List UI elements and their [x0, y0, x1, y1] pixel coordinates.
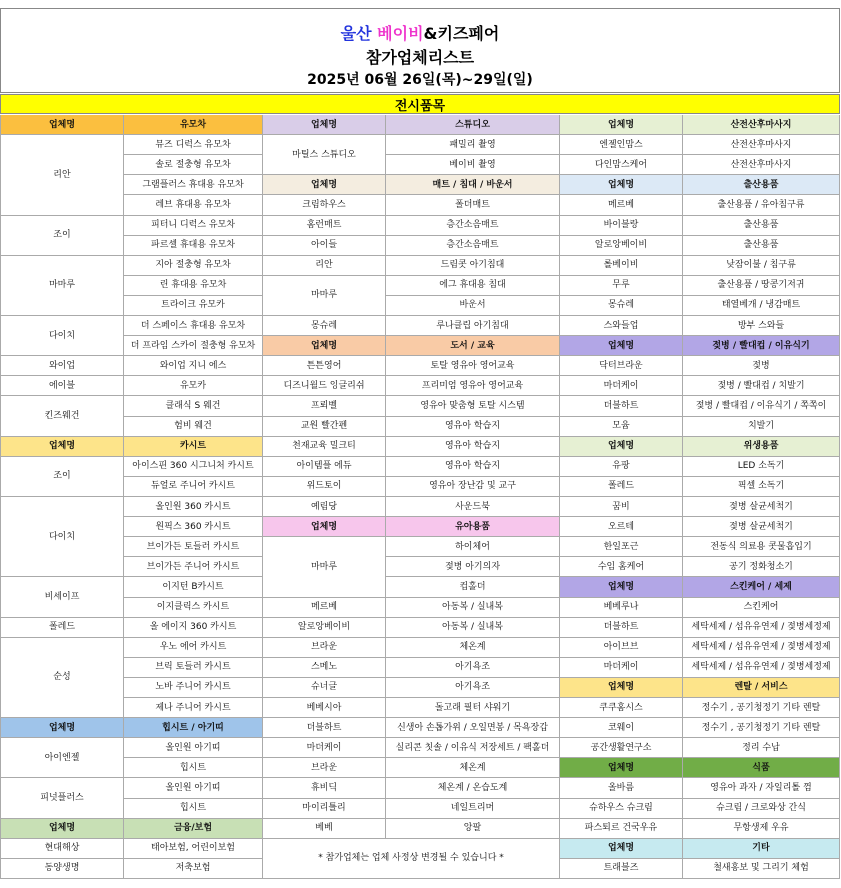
table-cell: 휴비딕	[263, 778, 386, 798]
table-cell: 태열베개 / 냉감매트	[683, 296, 840, 316]
table-cell: 원픽스 360 카시트	[124, 517, 263, 537]
category-header-cell: 업체명	[560, 839, 683, 859]
table-cell: 스메노	[263, 658, 386, 678]
exhibitor-table	[0, 115, 840, 879]
table-cell: 돌고래 필터 샤워기	[386, 698, 560, 718]
table-cell: 바이블랑	[560, 216, 683, 236]
table-cell: 코웨이	[560, 718, 683, 738]
table-cell: 영유아 맞춤형 토탈 시스템	[386, 396, 560, 416]
table-cell: 유모카	[124, 376, 263, 396]
table-cell: 쿠쿠홈시스	[560, 698, 683, 718]
table-cell: 피넛플러스	[0, 778, 124, 818]
table-cell: 동양생명	[0, 859, 124, 879]
table-cell: 층간소음매트	[386, 216, 560, 236]
exhibit-banner: 전시품목	[0, 94, 840, 114]
table-cell: * 참가업체는 업체 사정상 변경될 수 있습니다 *	[263, 839, 560, 879]
table-cell: 공간생활연구소	[560, 738, 683, 758]
table-cell: 올인원 360 카시트	[124, 497, 263, 517]
table-cell: 층간소음매트	[386, 236, 560, 256]
table-cell: 베베	[263, 819, 386, 839]
table-cell: 아이템플 에듀	[263, 457, 386, 477]
table-cell: 슈너글	[263, 678, 386, 698]
table-cell: 체온계	[386, 638, 560, 658]
table-cell: 힙시트	[124, 758, 263, 778]
category-header-cell: 업체명	[560, 115, 683, 135]
table-cell: 아이들	[263, 236, 386, 256]
table-cell: 영유아 학습지	[386, 457, 560, 477]
table-cell: 더블하트	[560, 396, 683, 416]
table-cell: 정리 수납	[683, 738, 840, 758]
table-cell: 수임 홈케어	[560, 557, 683, 577]
table-cell: 젖병 살균세척기	[683, 497, 840, 517]
category-header-cell: 카시트	[124, 437, 263, 457]
table-cell: 사운드북	[386, 497, 560, 517]
table-cell: 노바 주니어 카시트	[124, 678, 263, 698]
table-cell: 엔젤인맘스	[560, 135, 683, 155]
table-cell: 한일포근	[560, 537, 683, 557]
category-header-cell: 업체명	[560, 577, 683, 597]
table-cell: 더 스페이스 휴대용 유모차	[124, 316, 263, 336]
table-cell: 브이가든 토들러 카시트	[124, 537, 263, 557]
table-cell: 피터니 디럭스 유모차	[124, 216, 263, 236]
table-cell: 솔로 절충형 유모차	[124, 155, 263, 175]
category-header-cell: 힙시트 / 아기띠	[124, 718, 263, 738]
table-cell: 영유아 장난감 및 교구	[386, 477, 560, 497]
category-header-cell: 렌탈 / 서비스	[683, 678, 840, 698]
table-cell: 네일트리머	[386, 799, 560, 819]
table-cell: 컵홀더	[386, 577, 560, 597]
table-cell: 와이업	[0, 356, 124, 376]
category-header-cell: 업체명	[560, 336, 683, 356]
table-cell: 리안	[263, 256, 386, 276]
table-cell: 무항생제 우유	[683, 819, 840, 839]
category-header-cell: 기타	[683, 839, 840, 859]
table-cell: 올인원 아기띠	[124, 778, 263, 798]
table-cell: 출산용품 / 유아침구류	[683, 195, 840, 215]
table-cell: 아이스핀 360 시그니처 카시트	[124, 457, 263, 477]
table-cell: 마마루	[263, 276, 386, 316]
table-cell: 예림당	[263, 497, 386, 517]
table-cell: 폴레드	[0, 618, 124, 638]
table-cell: 우노 에어 카시트	[124, 638, 263, 658]
category-header-cell: 식품	[683, 758, 840, 778]
table-cell: 산전산후마사지	[683, 155, 840, 175]
table-cell: 위드토이	[263, 477, 386, 497]
table-cell: 태아보험, 어린이보험	[124, 839, 263, 859]
table-cell: 알로앙베이비	[560, 236, 683, 256]
category-header-cell: 업체명	[560, 758, 683, 778]
table-cell: 모윰	[560, 417, 683, 437]
table-cell: 듀얼로 주니어 카시트	[124, 477, 263, 497]
category-header-cell: 스튜디오	[386, 115, 560, 135]
table-cell: 클래식 S 웨건	[124, 396, 263, 416]
table-cell: 뮤즈 디럭스 유모차	[124, 135, 263, 155]
table-cell: 출산용품 / 땅콩기저귀	[683, 276, 840, 296]
table-cell: 영유아 과자 / 자일리톨 껌	[683, 778, 840, 798]
table-cell: 이지턴 B카시트	[124, 577, 263, 597]
category-header-cell: 유모차	[124, 115, 263, 135]
table-cell: 앙팔	[386, 819, 560, 839]
table-cell: 베베루나	[560, 598, 683, 618]
table-cell: 아동복 / 실내복	[386, 598, 560, 618]
table-cell: 몽슈레	[560, 296, 683, 316]
table-cell: 지아 절충형 유모차	[124, 256, 263, 276]
table-cell: 리안	[0, 135, 124, 215]
table-cell: 메르베	[263, 598, 386, 618]
fair-title	[1, 21, 839, 44]
table-cell: 픽셀 소독기	[683, 477, 840, 497]
table-cell: 젖병 / 빨대컵 / 이유식기 / 쪽쪽이	[683, 396, 840, 416]
fair-date: 2025년 06월 26일(목)~29일(일)	[307, 72, 533, 88]
table-cell: 다인맘스케어	[560, 155, 683, 175]
table-cell: 더블하트	[263, 718, 386, 738]
category-header-cell: 위생용품	[683, 437, 840, 457]
table-cell: 전동식 의료용 콧물흡입기	[683, 537, 840, 557]
table-cell: 브라운	[263, 758, 386, 778]
table-cell: 트라이크 유모카	[124, 296, 263, 316]
table-cell: 프뢰벨	[263, 396, 386, 416]
table-cell: 마틸스 스튜디오	[263, 135, 386, 175]
table-cell: 낮잠이불 / 침구류	[683, 256, 840, 276]
table-cell: 더 프라임 스카이 절충형 유모차	[124, 336, 263, 356]
table-cell: 세탁세제 / 섬유유연제 / 젖병세정제	[683, 658, 840, 678]
table-cell: 폴더매트	[386, 195, 560, 215]
table-cell: 에그 휴대용 침대	[386, 276, 560, 296]
table-cell: 출산용품	[683, 216, 840, 236]
table-cell: 브릭 토들러 카시트	[124, 658, 263, 678]
table-cell: 무루	[560, 276, 683, 296]
table-cell: 올인원 아기띠	[124, 738, 263, 758]
table-cell: 아기욕조	[386, 658, 560, 678]
table-cell: 린 휴대용 유모차	[124, 276, 263, 296]
table-cell: 영유아 학습지	[386, 437, 560, 457]
table-cell: 와이업 지니 에스	[124, 356, 263, 376]
table-cell: 험비 웨건	[124, 417, 263, 437]
table-cell: 브이가든 주니어 카시트	[124, 557, 263, 577]
table-cell: 체온계 / 온습도계	[386, 778, 560, 798]
list-subtitle: 참가업체리스트	[365, 48, 475, 67]
table-cell: 공기 정화청소기	[683, 557, 840, 577]
table-cell: 디즈니월드 잉글리쉬	[263, 376, 386, 396]
table-cell: 베이비 촬영	[386, 155, 560, 175]
table-cell: 오르테	[560, 517, 683, 537]
table-cell: 마더케이	[560, 376, 683, 396]
table-cell: 메르베	[560, 195, 683, 215]
table-cell: 베베시아	[263, 698, 386, 718]
table-cell: 드림콧 아기침대	[386, 256, 560, 276]
category-header-cell: 업체명	[560, 678, 683, 698]
table-cell: 루나클립 아기침대	[386, 316, 560, 336]
table-cell: 파르셀 휴대용 유모차	[124, 236, 263, 256]
table-cell: 저축보험	[124, 859, 263, 879]
table-cell: 올바름	[560, 778, 683, 798]
table-cell: 치발기	[683, 417, 840, 437]
table-cell: 더블하트	[560, 618, 683, 638]
table-cell: 마더케이	[263, 738, 386, 758]
table-cell: 킨즈웨건	[0, 396, 124, 436]
table-cell: 바운서	[386, 296, 560, 316]
table-cell: 조이	[0, 216, 124, 256]
category-header-cell: 산전산후마사지	[683, 115, 840, 135]
title-rest: &키즈페어	[423, 24, 500, 43]
table-cell: 체온계	[386, 758, 560, 778]
table-cell: 그램플러스 휴대용 유모차	[124, 175, 263, 195]
category-header-cell: 업체명	[0, 718, 124, 738]
table-cell: 제나 주니어 카시트	[124, 698, 263, 718]
table-cell: 튼튼영어	[263, 356, 386, 376]
table-cell: 정수기 , 공기청정기 기타 렌탈	[683, 698, 840, 718]
table-cell: 다이치	[0, 316, 124, 356]
table-cell: 신생아 손톱가위 / 오일면봉 / 목욕장갑	[386, 718, 560, 738]
table-cell: 올 에이지 360 카시트	[124, 618, 263, 638]
table-cell: 천재교육 밀크티	[263, 437, 386, 457]
table-cell: 조이	[0, 457, 124, 497]
table-cell: 파스퇴르 건국우유	[560, 819, 683, 839]
table-cell: 아이엔젤	[0, 738, 124, 778]
table-cell: LED 소독기	[683, 457, 840, 477]
category-header-cell: 업체명	[263, 336, 386, 356]
table-cell: 아동복 / 실내복	[386, 618, 560, 638]
table-cell: 세탁세제 / 섬유유연제 / 젖병세정제	[683, 638, 840, 658]
table-cell: 아이브브	[560, 638, 683, 658]
category-header-cell: 업체명	[263, 175, 386, 195]
table-cell: 세탁세제 / 섬유유연제 / 젖병세정제	[683, 618, 840, 638]
title-region: 울산	[340, 24, 372, 43]
table-cell: 패밀리 촬영	[386, 135, 560, 155]
table-cell: 산전산후마사지	[683, 135, 840, 155]
table-cell: 슈크림 / 크로와상 간식	[683, 799, 840, 819]
table-cell: 스킨케어	[683, 598, 840, 618]
category-header-cell: 업체명	[0, 437, 124, 457]
category-header-cell: 업체명	[0, 115, 124, 135]
table-cell: 힙시트	[124, 799, 263, 819]
table-cell: 출산용품	[683, 236, 840, 256]
table-cell: 프리미엄 영유아 영어교육	[386, 376, 560, 396]
category-header-cell: 젖병 / 빨대컵 / 이유식기	[683, 336, 840, 356]
table-cell: 현대해상	[0, 839, 124, 859]
table-cell: 롤베이비	[560, 256, 683, 276]
category-header-cell: 업체명	[263, 115, 386, 135]
category-header-cell: 도서 / 교육	[386, 336, 560, 356]
table-cell: 젖병	[683, 356, 840, 376]
table-cell: 마이리틀리	[263, 799, 386, 819]
table-cell: 마더케이	[560, 658, 683, 678]
table-cell: 비세이프	[0, 577, 124, 617]
table-cell: 실리콘 칫솔 / 이유식 저장세트 / 팩홀더	[386, 738, 560, 758]
table-cell: 철새홍보 및 그리기 체험	[683, 859, 840, 879]
table-cell: 교원 빨간펜	[263, 417, 386, 437]
table-cell: 닥터브라운	[560, 356, 683, 376]
category-header-cell: 매트 / 침대 / 바운서	[386, 175, 560, 195]
category-header-cell: 금융/보험	[124, 819, 263, 839]
table-cell: 이지클릭스 카시트	[124, 598, 263, 618]
category-header-cell: 출산용품	[683, 175, 840, 195]
table-cell: 폴레드	[560, 477, 683, 497]
table-cell: 젖병 살균세척기	[683, 517, 840, 537]
category-header-cell: 유아용품	[386, 517, 560, 537]
table-cell: 토탈 영유아 영어교육	[386, 356, 560, 376]
table-cell: 레브 휴대용 유모차	[124, 195, 263, 215]
table-cell: 크림하우스	[263, 195, 386, 215]
table-cell: 트래블즈	[560, 859, 683, 879]
category-header-cell: 업체명	[560, 437, 683, 457]
table-cell: 브라운	[263, 638, 386, 658]
table-cell: 하이체어	[386, 537, 560, 557]
table-cell: 마마루	[0, 256, 124, 316]
table-cell: 스와들업	[560, 316, 683, 336]
category-header-cell: 스킨케어 / 세제	[683, 577, 840, 597]
table-cell: 슈하우스 슈크림	[560, 799, 683, 819]
table-cell: 에이블	[0, 376, 124, 396]
table-cell: 다이치	[0, 497, 124, 577]
table-cell: 아기욕조	[386, 678, 560, 698]
category-header-cell: 업체명	[263, 517, 386, 537]
table-cell: 젖병 아기의자	[386, 557, 560, 577]
table-cell: 알로앙베이비	[263, 618, 386, 638]
table-cell: 순성	[0, 638, 124, 718]
table-cell: 몽슈레	[263, 316, 386, 336]
category-header-cell: 업체명	[0, 819, 124, 839]
table-cell: 정수기 , 공기청정기 기타 렌탈	[683, 718, 840, 738]
table-cell: 홈런매트	[263, 216, 386, 236]
table-cell: 방부 스와들	[683, 316, 840, 336]
table-cell: 마마루	[263, 537, 386, 597]
table-cell: 유팡	[560, 457, 683, 477]
table-cell: 영유아 학습지	[386, 417, 560, 437]
title-baby: 베이비	[377, 24, 424, 43]
table-cell: 꿈비	[560, 497, 683, 517]
table-cell: 젖병 / 빨대컵 / 치발기	[683, 376, 840, 396]
category-header-cell: 업체명	[560, 175, 683, 195]
header	[0, 8, 840, 93]
